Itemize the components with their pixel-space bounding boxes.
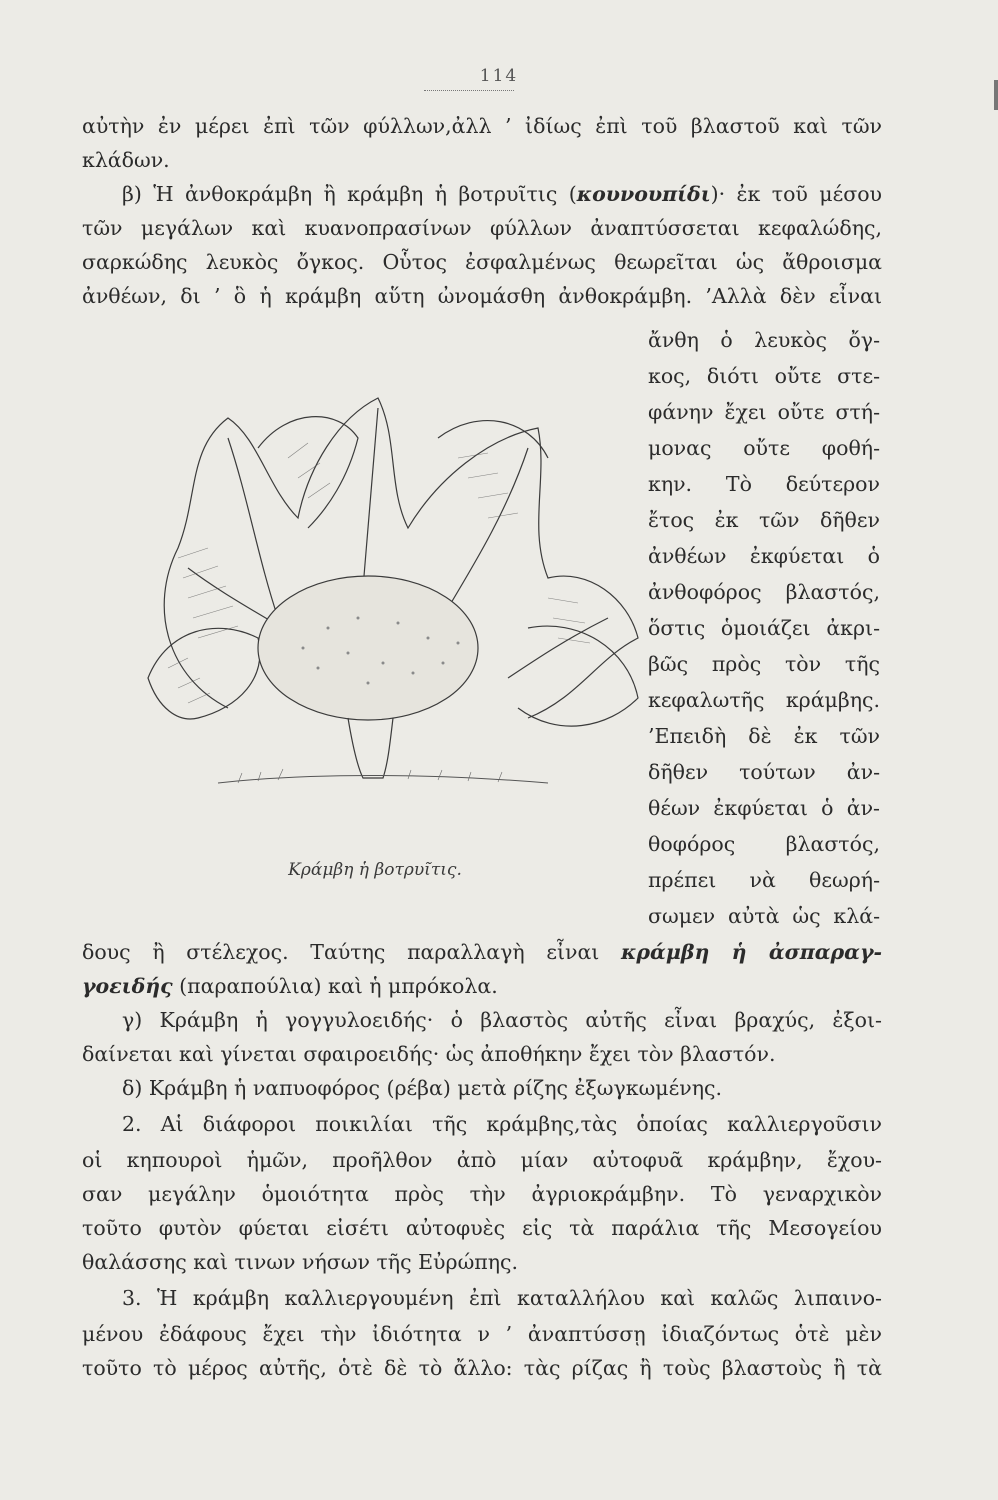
leaf-vein <box>228 438 278 618</box>
leaf-vein <box>448 448 528 608</box>
text-run: )· ἐκ τοῦ μέσου <box>710 182 882 206</box>
stem <box>348 718 393 778</box>
figure-caption: Κράμβη ἡ βοτρυῖτις. <box>288 860 462 880</box>
hatching <box>458 453 518 518</box>
emphasis-term: γοειδής <box>82 974 173 998</box>
emphasis-term: κράμβη ἡ ἀσπαραγ- <box>621 940 882 964</box>
emphasis-term: κουνουπίδι <box>576 182 711 206</box>
text-line: θοφόρος βλαστός, <box>648 832 880 856</box>
text-line: μένου ἐδάφους ἔχει τὴν ἰδιότητα ν ’ ἀναπτύσσῃ ἰδιαζόντως ὁτὲ μὲν <box>82 1322 882 1346</box>
text-line: δαίνεται καὶ γίνεται σφαιροειδής· ὡς ἀποθήκην ἔχει τὸν βλαστόν. <box>82 1042 776 1066</box>
text-line: σαν μεγάλην ὁμοιότητα πρὸς τὴν ἀγριοκράμβην. Τὸ γεναρχικὸν <box>82 1182 882 1206</box>
text-line: ἔτος ἐκ τῶν δῆθεν <box>648 508 880 532</box>
text-line: αὐτὴν ἐν μέρει ἐπὶ τῶν φύλλων,ἀλλ ’ ἰδίως ἐπὶ τοῦ βλαστοῦ καὶ τῶν <box>82 114 882 138</box>
hatching <box>168 658 210 703</box>
text-line: ἀνθέων, δι ’ ὃ ἡ κράμβη αὕτη ὠνομάσθη ἀνθοκράμβη. ’Αλλὰ δὲν εἶναι <box>82 284 882 308</box>
text-line: κεφαλωτῆς κράμβης. <box>648 688 880 712</box>
text-line: γ) Κράμβη ἡ γογγυλοειδής· ὁ βλαστὸς αὐτῆς εἶναι βραχύς, ἐξοι- <box>122 1008 882 1032</box>
text-line: κλάδων. <box>82 148 170 172</box>
text-line <box>82 184 882 205</box>
text-line: πρέπει νὰ θεωρή- <box>648 868 880 892</box>
text-line: δ) Κράμβη ἡ ναπυοφόρος (ρέβα) μετὰ ρίζης ἐξωγκωμένης. <box>122 1076 722 1100</box>
hatching <box>178 548 238 638</box>
text-line: 2. Αἱ διάφοροι ποικιλίαι τῆς κράμβης,τὰς ὁποίας καλλιεργοῦσιν <box>122 1112 882 1136</box>
leaf-outline <box>438 421 548 458</box>
text-line <box>82 976 882 997</box>
curd-head <box>258 576 478 720</box>
text-line <box>82 942 882 963</box>
text-line: μονας οὔτε φοθή- <box>648 436 880 460</box>
text-line: θέων ἐκφύεται ὁ ἀν- <box>648 796 880 820</box>
text-line: ἀνθέων ἐκφύεται ὁ <box>648 544 880 568</box>
text-line: βῶς πρὸς τὸν τῆς <box>648 652 880 676</box>
cauliflower-illustration <box>108 378 648 818</box>
text-line: κην. Τὸ δεύτερον <box>648 472 880 496</box>
leaf-outline <box>148 628 260 719</box>
leaf-outline <box>258 417 358 528</box>
edge-mark <box>994 80 998 110</box>
text-line: οἱ κηπουροὶ ἡμῶν, προῆλθον ἀπὸ μίαν αὐτοφυᾶ κράμβην, ἔχου- <box>82 1148 882 1172</box>
leaf-vein <box>363 408 378 588</box>
text-line: ἀνθοφόρος βλαστός, <box>648 580 880 604</box>
text-run: δους ἢ στέλεχος. Ταύτης παραλλαγὴ εἶναι <box>82 940 622 964</box>
text-line: ὅστις ὁμοιάζει ἀκρι- <box>648 616 880 640</box>
text-line: θαλάσσης καὶ τινων νήσων τῆς Εὐρώπης. <box>82 1250 519 1274</box>
text-line: σωμεν αὐτὰ ὡς κλά- <box>648 904 880 928</box>
text-line: τῶν μεγάλων καὶ κυανοπρασίνων φύλλων ἀναπτύσσεται κεφαλώδης, <box>82 216 882 240</box>
text-line: κος, διότι οὔτε στε- <box>648 364 880 388</box>
text-line: δῆθεν τούτων ἀν- <box>648 760 880 784</box>
text-line: τοῦτο τὸ μέρος αὐτῆς, ὁτὲ δὲ τὸ ἄλλο: τὰς ρίζας ἢ τοὺς βλαστοὺς ἢ τὰ <box>82 1356 882 1380</box>
text-line: ’Επειδὴ δὲ ἐκ τῶν <box>648 724 880 748</box>
text-run: β) Ἡ ἀνθοκράμβη ἢ κράμβη ἡ βοτρυῖτις ( <box>122 182 577 206</box>
text-line: τοῦτο φυτὸν φύεται εἰσέτι αὐτοφυὲς εἰς τὰ παράλια τῆς Μεσογείου <box>82 1216 882 1240</box>
text-line: ἄνθη ὁ λευκὸς ὄγ- <box>648 328 880 352</box>
figure-cauliflower <box>108 378 648 818</box>
text-run: (παραπούλια) καὶ ἡ μπρόκολα. <box>172 974 498 998</box>
hatching <box>548 598 590 643</box>
text-line: σαρκώδης λευκὸς ὄγκος. Οὗτος ἐσφαλμένως θεωρεῖται ὡς ἄθροισμα <box>82 250 882 274</box>
page-number-rule <box>424 90 514 91</box>
text-line: φάνην ἔχει οὔτε στή- <box>648 400 880 424</box>
page-number: 114 <box>479 66 519 86</box>
text-line: 3. Ἡ κράμβη καλλιεργουμένη ἐπὶ καταλλήλου καὶ καλῶς λιπαινο- <box>122 1286 882 1310</box>
